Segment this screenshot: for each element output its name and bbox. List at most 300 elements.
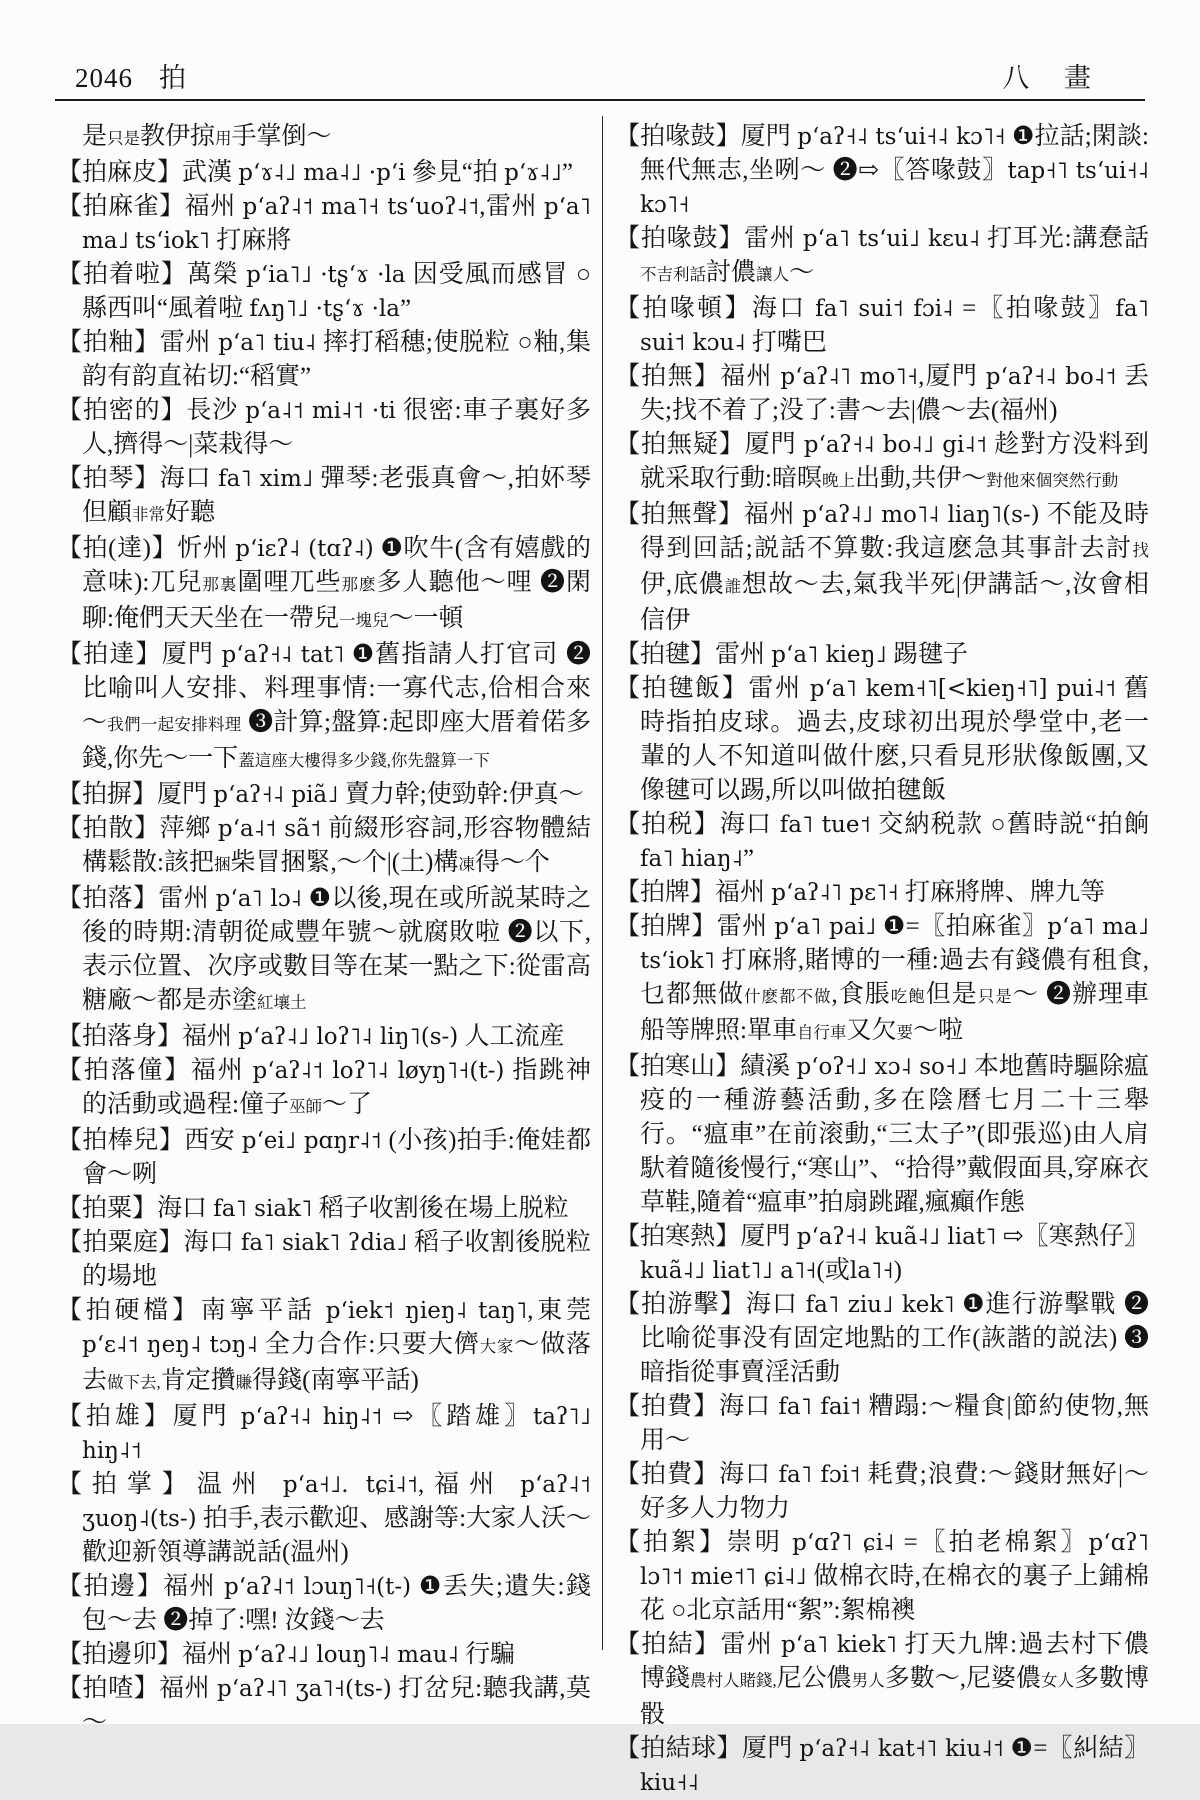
- entry-phonetic: pʻaʔ˧˨ piã˩: [213, 782, 339, 808]
- entry-headword: 【拍粙】: [57, 329, 160, 356]
- dictionary-entry: [57, 1192, 591, 1226]
- entry-gloss-small: 賺: [235, 1373, 253, 1392]
- entry-phonetic: pʻa˥ lɔ˨: [215, 886, 302, 912]
- entry-text: 柴冒捆緊,～个|(土)構: [230, 849, 459, 876]
- entry-text: ❶以後,現在或所説某時之後的時期:清朝從咸豐年號～就腐敗啦 ❷以下,表示位置、次序或數目等在某一點之下:從雷高糖廠～都是赤塗: [82, 885, 591, 1014]
- entry-text: =〖拍喙鼓〗: [953, 295, 1116, 322]
- entry-text: 忻州: [177, 535, 236, 562]
- entry-text: ❶=〖拍麻雀〗: [876, 913, 1048, 940]
- entry-phonetic: pʻia˥˩ ·tʂʻɤ ·la: [246, 262, 406, 288]
- entry-text: 海口: [159, 465, 219, 492]
- entry-headword: 【拍硬檔】: [57, 1297, 201, 1324]
- entry-text: 交納税款 ○舊時説“拍餉: [870, 811, 1149, 838]
- entry-phonetic: pʻiek˦ ŋieŋ˨ taŋ˥: [325, 1298, 528, 1324]
- entry-headword: 【拍喙頓】: [615, 295, 752, 322]
- entry-text: 拍手,表示歡迎、感謝等:大家人沃～歡迎新領導講説話(温州): [82, 1505, 592, 1566]
- entry-text: 做棉衣時,在棉衣的裏子上鋪棉花 ○北京話用“絮”:絮棉襖: [640, 1563, 1149, 1624]
- entry-phonetic: pʻiɛʔ˨ (tɑʔ˨): [235, 536, 374, 562]
- entry-text: ～一頓: [388, 605, 464, 632]
- entry-phonetic: pʻei˩ pɑŋr˨˦: [241, 1128, 382, 1154]
- entry-gloss-small: 蓋這座大樓得多少錢,你先盤算一下: [238, 751, 490, 770]
- dictionary-entry: [57, 1468, 591, 1570]
- entry-text: 雷州: [716, 913, 775, 940]
- entry-phonetic: fʌŋ˥˩ ·tʂʻɤ ·la: [249, 296, 401, 322]
- entry-phonetic: pʻaʔ˧˨ tsʻui˧˨ kɔ˥˧: [797, 124, 1006, 150]
- dictionary-entry: [615, 910, 1149, 1050]
- entry-gloss-small: 那裏: [202, 575, 238, 594]
- entry-text: ,東莞: [527, 1297, 591, 1324]
- entry-headword: 【拍達】: [57, 641, 162, 668]
- entry-gloss-small: 只是: [107, 129, 141, 148]
- dictionary-entry: [57, 1672, 591, 1740]
- dictionary-entry: [615, 638, 1149, 672]
- entry-phonetic: pʻaʔ˧˨ hiŋ˨˦: [240, 1404, 383, 1430]
- dictionary-entry: [615, 876, 1149, 910]
- dictionary-entry: [57, 326, 591, 394]
- stroke-count-label: 八 畫: [1002, 63, 1105, 93]
- entry-phonetic: pʻa˥ tiu˨: [218, 330, 317, 356]
- entry-phonetic: pʻaʔ˨˥ mo˥˧: [780, 364, 919, 390]
- entry-phonetic: pʻa˨˦ mi˨˦ ·ti: [245, 398, 396, 424]
- entry-text: ❶丢失;遺失:錢包～去 ❷掉了:嘿! 汝錢～去: [82, 1573, 591, 1634]
- entry-text: 多人聽他～哩 ❷閑聊:俺們天天坐在一帶兒: [82, 569, 591, 632]
- entry-phonetic: pʻa˥ ma˩ tsʻiok˥: [640, 914, 1149, 974]
- section-character: 拍: [159, 63, 187, 93]
- text-columns: [57, 120, 1150, 1796]
- entry-gloss-small: 誰: [724, 577, 743, 596]
- entry-phonetic: tap˧˥ tsʻui˧˨ kɔ˥˧: [640, 158, 1150, 218]
- entry-headword: 【拍寒山】: [615, 1053, 741, 1080]
- dictionary-entry: [615, 1458, 1149, 1526]
- entry-text: 福州: [163, 1573, 225, 1600]
- entry-phonetic: pʻaʔ˧˨ tat˥: [221, 642, 345, 668]
- entry-text: 不能及時得到回話;説話不算數:我這麽急其事計去討: [640, 501, 1149, 562]
- entry-text: 海口: [719, 1393, 779, 1420]
- entry-text: 厦門: [172, 1403, 241, 1430]
- dictionary-entry: [57, 1020, 591, 1054]
- entry-gloss-small: 找: [1132, 541, 1149, 560]
- dictionary-entry: [57, 1054, 591, 1124]
- entry-text: 福州: [184, 193, 243, 220]
- entry-phonetic: pʻaʔ˨˥ pɛ˥˧: [771, 880, 899, 906]
- entry-text: 肯定攢: [160, 1367, 236, 1394]
- entry-phonetic: pʻa˥ tsʻui˩ kɛu˨: [802, 226, 981, 252]
- entry-text: 耗費;浪費:～錢財無好|～好多人力物力: [640, 1461, 1149, 1522]
- dictionary-entry: [57, 532, 591, 638]
- entry-text: 參見“拍: [405, 159, 505, 186]
- dictionary-entry: [57, 1226, 591, 1294]
- entry-phonetic: pʻa˧˩. tɕi˨˦: [282, 1472, 418, 1498]
- entry-phonetic: pʻoʔ˧˩ xɔ˨ so˧˩: [796, 1054, 968, 1080]
- entry-headword: 【拍雄】: [57, 1403, 173, 1430]
- dictionary-entry: [57, 778, 591, 812]
- entry-gloss-small: 晚上: [821, 471, 855, 490]
- entry-headword: 【拍散】: [57, 815, 160, 842]
- entry-phonetic: kuã˨˩ liat˥˩ a˥˧: [640, 1258, 817, 1284]
- entry-phonetic: pʻaʔ˧˨ kuã˨˩ liat˥: [796, 1224, 997, 1250]
- entry-text: 崇明: [726, 1529, 793, 1556]
- entry-text: 海口: [719, 1461, 779, 1488]
- entry-text: ～啦: [912, 1017, 963, 1044]
- entry-text: 得錢(南寧平話): [252, 1367, 419, 1394]
- entry-headword: 【拍游擊】: [615, 1291, 746, 1318]
- entry-gloss-small: 自行車: [796, 1023, 847, 1042]
- entry-headword: 【拍摒】: [57, 781, 158, 808]
- dictionary-entry: [57, 1570, 591, 1638]
- dictionary-entry: [615, 1288, 1149, 1390]
- entry-phonetic: pʻa˥ kieŋ˩: [771, 642, 887, 668]
- entry-text: 打岔兒:聽我講,莫～: [82, 1675, 592, 1736]
- entry-headword: 【拍邊】: [57, 1573, 164, 1600]
- dictionary-entry: [615, 292, 1149, 360]
- entry-gloss-small: 非常: [132, 505, 166, 524]
- entry-text: ❶進行游擊戰 ❷比喻從事没有固定地點的工作(詼諧的説法) ❸暗指從事賣淫活動: [640, 1291, 1149, 1386]
- entry-headword: 【拍粟】: [57, 1195, 158, 1222]
- entry-text: 海口: [157, 1195, 214, 1222]
- dictionary-entry: [615, 1526, 1149, 1628]
- entry-phonetic: pʻaʔ˨˦ loʔ˥˨ løyŋ˥˧(t-): [252, 1058, 505, 1084]
- dictionary-entry: [57, 1400, 591, 1468]
- entry-headword: 【拍毽】: [615, 641, 716, 668]
- entry-text: 打嘴巴: [745, 329, 827, 356]
- entry-text: 福州: [190, 1057, 253, 1084]
- entry-gloss-small: 農村人賭錢,: [690, 1671, 777, 1690]
- entry-text: 稻子收割後在場上脱粒: [312, 1195, 569, 1222]
- entry-phonetic: fa˥ sui˦ fɔi˨: [815, 296, 954, 322]
- entry-phonetic: pʻaʔ˨˩ louŋ˥˨ mau˨: [238, 1642, 459, 1668]
- entry-gloss-small: 什麽都不做: [744, 987, 832, 1006]
- dictionary-entry: [57, 258, 591, 326]
- entry-text: ,食脹: [831, 981, 891, 1008]
- entry-headword: 【拍麻皮】: [57, 159, 183, 186]
- entry-gloss-small: 大家: [479, 1337, 515, 1356]
- entry-text: ”: [561, 159, 573, 186]
- entry-text: 但是: [925, 981, 978, 1008]
- entry-text: ,福州: [417, 1471, 521, 1498]
- entry-phonetic: fa˥ siak˥: [213, 1196, 313, 1222]
- entry-phonetic: taʔ˥˩ hiŋ˨˦: [82, 1404, 591, 1464]
- entry-phonetic: fa˥ fɔi˦: [778, 1462, 861, 1488]
- entry-text: 雷州: [158, 885, 216, 912]
- entry-headword: 【拍牌】: [615, 879, 716, 906]
- entry-text: 舊時指拍皮球。過去,皮球初出現於學堂中,老一輩的人不知道叫做什麽,只看見形狀像飯團,又像毽可以踢,所以叫做拍毽飯: [640, 675, 1149, 804]
- dictionary-entry: [57, 1294, 591, 1400]
- entry-text: 糟蹋:～糧食|節約使物,無用～: [640, 1393, 1149, 1454]
- entry-text: 指跳神的活動或過程:僮子: [82, 1057, 591, 1118]
- entry-gloss-small: 巫師: [288, 1097, 322, 1116]
- entry-headword: 【拍喙鼓】: [615, 123, 741, 150]
- dictionary-entry: [615, 808, 1149, 876]
- right-column: [615, 120, 1149, 1800]
- entry-gloss-small: 捆: [213, 855, 231, 874]
- entry-text: 績溪: [740, 1053, 797, 1080]
- entry-gloss-small: 只是: [977, 987, 1013, 1006]
- entry-text: 西安: [184, 1127, 242, 1154]
- entry-gloss-small: 讓人: [756, 265, 790, 284]
- entry-text: 丢失;找不着了;没了:書～去|儂～去(福州): [640, 363, 1149, 424]
- entry-phonetic: pʻaʔ˨˦ ʒuoŋ˨(ts-): [82, 1472, 591, 1532]
- entry-text: 打麻將牌、牌九等: [898, 879, 1105, 906]
- entry-headword: 【拍麻雀】: [57, 193, 185, 220]
- entry-phonetic: fa˥ siak˥ ʔdia˩: [240, 1230, 408, 1256]
- entry-phonetic: pʻɑʔ˥ lɔ˥˦ mie˦˥ ɕi˨˩: [640, 1530, 1149, 1590]
- entry-text: 打麻將: [209, 227, 292, 254]
- entry-headword: 【拍(達)】: [57, 535, 178, 562]
- entry-headword: 【拍琴】: [57, 465, 160, 492]
- entry-text: 圍哩兀些: [237, 569, 342, 596]
- entry-headword: 【拍無疑】: [615, 431, 745, 458]
- entry-text: 海口: [719, 811, 780, 838]
- entry-gloss-small: 對他來個突然行動: [986, 471, 1119, 490]
- column-divider: [602, 116, 603, 1650]
- entry-headword: 【拍寒熱】: [615, 1223, 741, 1250]
- entry-phonetic: fa˥ ziu˩ kek˥: [805, 1292, 955, 1318]
- entry-text: 厦門: [740, 123, 798, 150]
- entry-headword: 【拍結球】: [615, 1735, 742, 1762]
- entry-text: (或: [816, 1257, 850, 1284]
- entry-text: ⇨〖踏雄〗: [382, 1403, 533, 1430]
- entry-text: ,厦門: [918, 363, 986, 390]
- entry-headword: 【拍喙鼓】: [615, 225, 745, 252]
- entry-text: 手掌倒～: [231, 123, 332, 150]
- entry-headword: 【拍費】: [615, 1393, 720, 1420]
- entry-text: 海口: [751, 295, 816, 322]
- entry-text: 南寧平話: [200, 1297, 326, 1324]
- entry-text: (小孩)拍手:俺娃都會～咧: [82, 1127, 591, 1188]
- dictionary-entry: [57, 1638, 591, 1672]
- entry-gloss-small: 我們一起安排料理: [107, 715, 242, 734]
- entry-text: 想故～去,氣我半死|伊講話～,汝會相信伊: [640, 571, 1149, 634]
- entry-text: 打天九牌:過去村下儂博錢: [640, 1631, 1149, 1692]
- entry-text: 趁對方没料到就采取行動:暗暝: [640, 431, 1149, 492]
- entry-headword: 【拍費】: [615, 1461, 720, 1488]
- entry-gloss-small: 紅壤土: [257, 993, 307, 1012]
- entry-phonetic: fa˥ hiaŋ˨: [640, 846, 743, 872]
- entry-phonetic: pʻaʔ˨˦ ma˥˧ tsʻuoʔ˨˦: [242, 194, 480, 220]
- entry-phonetic: kiu˧˨: [640, 1770, 699, 1796]
- entry-text: 厦門: [161, 641, 222, 668]
- entry-gloss-small: 做下去,: [107, 1373, 161, 1392]
- entry-headword: 【拍密的】: [57, 397, 187, 424]
- entry-gloss-small: 用: [215, 129, 232, 148]
- entry-headword: 【拍絮】: [615, 1529, 727, 1556]
- entry-headword: 【拍掌】: [57, 1471, 197, 1498]
- dictionary-entry: [615, 1732, 1149, 1800]
- left-column: [57, 120, 591, 1740]
- entry-text: ): [893, 1257, 902, 1284]
- dictionary-entry: [57, 812, 591, 882]
- entry-gloss-small: 不吉利話: [640, 265, 706, 284]
- dictionary-entry: [615, 1050, 1149, 1220]
- entry-text: 稻子收割後脱粒的場地: [82, 1229, 591, 1290]
- entry-text: 踢毽子: [886, 641, 969, 668]
- entry-text: 前綴形容詞,形容物體結構鬆散:該把: [82, 815, 591, 876]
- entry-phonetic: pʻaʔ˨˥ ʒa˥˧(ts-): [217, 1676, 392, 1702]
- entry-text: 很密:車子裏好多人,擠得～|菜栽得～: [82, 397, 591, 458]
- entry-gloss-small: 那麽: [341, 575, 377, 594]
- page-header: [75, 56, 1105, 95]
- entry-phonetic: tsʻiok˥: [135, 228, 210, 254]
- entry-text: 全力合作:只要大儕: [257, 1331, 480, 1358]
- entry-gloss-small: 吃飽: [890, 987, 926, 1006]
- entry-text: 賣力幹;使勁幹:伊真～: [338, 781, 584, 808]
- entry-headword: 【拍税】: [615, 811, 720, 838]
- entry-phonetic: fa˥ tue˦: [779, 812, 871, 838]
- entry-text: 福州: [182, 1641, 239, 1668]
- page-number: 2046: [75, 63, 133, 93]
- entry-text: 福州: [720, 363, 781, 390]
- dictionary-entry: [57, 882, 591, 1020]
- entry-text: 尼公儂: [776, 1665, 852, 1692]
- entry-headword: 【拍無聲】: [615, 501, 744, 528]
- entry-text: 雷州: [748, 675, 810, 702]
- entry-text: 厦門: [744, 431, 804, 458]
- entry-gloss-small: 女人: [1040, 1671, 1074, 1690]
- entry-phonetic: pʻaʔ˨˩ mo˥˨ liaŋ˥(s-): [802, 502, 1040, 528]
- entry-text: ⇨〖寒熱仔〗: [996, 1223, 1149, 1250]
- entry-text: 福州: [715, 879, 772, 906]
- entry-text: 雷州: [715, 641, 772, 668]
- entry-text: 福州: [182, 1023, 239, 1050]
- header-left: [75, 56, 187, 95]
- dictionary-entry: [615, 120, 1149, 222]
- entry-text: 多數博骰: [640, 1665, 1149, 1728]
- dictionary-entry: [615, 498, 1149, 638]
- header-rule: [55, 99, 1145, 101]
- entry-text: 雷州: [744, 225, 803, 252]
- dictionary-entry: [57, 1124, 591, 1192]
- entry-headword: 【拍落僮】: [57, 1057, 191, 1084]
- entry-gloss-small: 一塊兒: [338, 611, 389, 630]
- entry-text: ～ ❷辦理車船等牌照:單車: [640, 981, 1149, 1044]
- dictionary-entry: [615, 1220, 1149, 1288]
- entry-phonetic: fa˥ sui˦ kɔu˨: [640, 296, 1149, 356]
- entry-text: ❸計算;盤算:起即座大厝着偌多錢,你先～一下: [82, 709, 591, 772]
- entry-text: ❶吹牛(含有嬉戲的意味):兀兒: [82, 535, 591, 596]
- entry-text: 本地舊時驅除瘟疫的一種游藝活動,多在陰曆七月二十三舉行。“瘟車”在前滚動,“三太子”(即張巡)由人肩馱着隨後慢行,“寒山”、“拾得”戴假面具,穿麻衣草鞋,隨着“瘟車”拍扇跳躍,瘋癲作態: [640, 1053, 1149, 1216]
- entry-text: ～: [789, 259, 815, 286]
- entry-gloss-small: 男人: [851, 1671, 885, 1690]
- entry-phonetic: pʻa˥ pai˩: [774, 914, 877, 940]
- entry-headword: 【拍粟庭】: [57, 1229, 184, 1256]
- entry-text: 長沙: [186, 397, 246, 424]
- entry-phonetic: pʻa˥ kiek˥: [780, 1632, 897, 1658]
- entry-text: 雷州: [720, 1631, 781, 1658]
- entry-phonetic: pʻɑʔ˥ ɕi˨: [792, 1530, 895, 1556]
- entry-headword: 【拍落】: [57, 885, 159, 912]
- entry-text: 厦門: [741, 1735, 800, 1762]
- entry-text: 彈琴:老張真會～,拍妚琴但顧: [82, 465, 591, 526]
- entry-headword: 【拍棒兒】: [57, 1127, 185, 1154]
- entry-headword: 【拍邊卯】: [57, 1641, 183, 1668]
- entry-text: 海口: [183, 1229, 241, 1256]
- entry-text: 打耳光:講惷話: [980, 225, 1149, 252]
- entry-text: 又欠: [846, 1017, 897, 1044]
- dictionary-entry: [57, 462, 591, 532]
- entry-gloss-small: 要: [896, 1023, 913, 1042]
- entry-phonetic: la˥˧: [849, 1258, 894, 1284]
- entry-text: 人工流産: [458, 1023, 565, 1050]
- entry-text: ❶舊指請人打官司 ❷比喻叫人安排、料理事情:一寡代志,佮相合來～: [82, 641, 591, 736]
- entry-phonetic: pʻa˥ ma˩: [82, 194, 591, 254]
- entry-text: 教伊掠: [140, 123, 216, 150]
- entry-text: 好聽: [165, 499, 216, 526]
- entry-headword: 【拍牌】: [615, 913, 717, 940]
- entry-text: 福州: [159, 1675, 217, 1702]
- entry-text: 得～个: [474, 849, 550, 876]
- entry-phonetic: pʻɤ˨˩ ma˨˩ ·pʻi: [238, 160, 406, 186]
- entry-text: 討儂: [706, 259, 757, 286]
- entry-text: 萬榮: [186, 261, 247, 288]
- entry-text: 因受風而感冒 ○縣西叫“風着啦: [82, 261, 591, 322]
- entry-text: 厦門: [157, 781, 214, 808]
- entry-text: ～了: [321, 1091, 372, 1118]
- entry-text: 武漢: [182, 159, 239, 186]
- entry-phonetic: fa˥ xim˩: [218, 466, 314, 492]
- entry-phonetic: pʻɛ˨˦ ŋeŋ˨ tɔŋ˨: [82, 1332, 258, 1358]
- entry-phonetic: fa˥ fai˦: [778, 1394, 862, 1420]
- entry-headword: 【拍毽飯】: [615, 675, 749, 702]
- entry-text: 打麻將,賭博的一種:過去有錢儂有租食,乜都無做: [640, 947, 1149, 1008]
- entry-gloss-small: 凍: [458, 855, 475, 874]
- entry-text: 温州: [196, 1471, 283, 1498]
- entry-text: ,雷州: [479, 193, 544, 220]
- entry-text: ”: [400, 295, 412, 322]
- entry-headword: 【拍落身】: [57, 1023, 183, 1050]
- dictionary-entry: [615, 428, 1149, 498]
- dictionary-entry: [57, 190, 591, 258]
- entry-phonetic: pʻaʔ˧˨ bo˨˦: [985, 364, 1117, 390]
- dictionary-entry: [615, 1628, 1149, 1732]
- entry-text: 多數～,尼婆儂: [884, 1665, 1041, 1692]
- dictionary-entry: [57, 156, 591, 190]
- entry-text: ❶拉話;閑談:無代無志,坐咧～ ❷⇨〖答喙鼓〗: [640, 123, 1149, 184]
- entry-text: 萍鄉: [159, 815, 218, 842]
- dictionary-entry: [615, 222, 1149, 292]
- entry-headword: 【拍無】: [615, 363, 721, 390]
- dictionary-entry: [57, 638, 591, 778]
- entry-text: ～做落去: [82, 1331, 591, 1394]
- entry-text: ”: [742, 845, 755, 872]
- entry-text: 海口: [745, 1291, 806, 1318]
- dictionary-entry: [57, 120, 591, 156]
- entry-phonetic: pʻaʔ˨˦ lɔuŋ˥˧(t-): [224, 1574, 412, 1600]
- entry-headword: 【拍結】: [615, 1631, 721, 1658]
- entry-phonetic: pʻɤ˨˩: [504, 160, 562, 186]
- entry-phonetic: pʻaʔ˧˨ bo˨˩ gi˨˦: [803, 432, 988, 458]
- entry-text: =〖拍老棉絮〗: [894, 1529, 1089, 1556]
- dictionary-entry: [615, 672, 1149, 808]
- dictionary-entry: [615, 1390, 1149, 1458]
- entry-text: 是: [82, 123, 108, 150]
- entry-phonetic: pʻa˥ kem˧˥[<kieŋ˧˥] pui˨˦: [809, 676, 1117, 702]
- entry-phonetic: pʻaʔ˧˨ kat˧˥ kiu˨˦: [799, 1736, 1004, 1762]
- entry-headword: 【拍喳】: [57, 1675, 160, 1702]
- entry-text: 摔打稻穗;使脱粒 ○粙,集韵有韵直祐切:“稻實”: [82, 329, 591, 390]
- entry-text: 行騙: [458, 1641, 516, 1668]
- dictionary-entry: [57, 394, 591, 462]
- entry-text: 厦門: [740, 1223, 797, 1250]
- entry-phonetic: pʻaʔ˨˩ loʔ˥˨ liŋ˥(s-): [238, 1024, 459, 1050]
- entry-text: ❶=〖糾結〗: [1003, 1735, 1149, 1762]
- entry-headword: 【拍着啦】: [57, 261, 187, 288]
- entry-text: 福州: [743, 501, 803, 528]
- entry-phonetic: pʻa˨˦ sã˦: [217, 816, 322, 842]
- entry-text: 伊,底儂: [640, 571, 725, 598]
- entry-text: 雷州: [159, 329, 219, 356]
- entry-text: 出動,共伊～: [854, 465, 987, 492]
- dictionary-entry: [615, 360, 1149, 428]
